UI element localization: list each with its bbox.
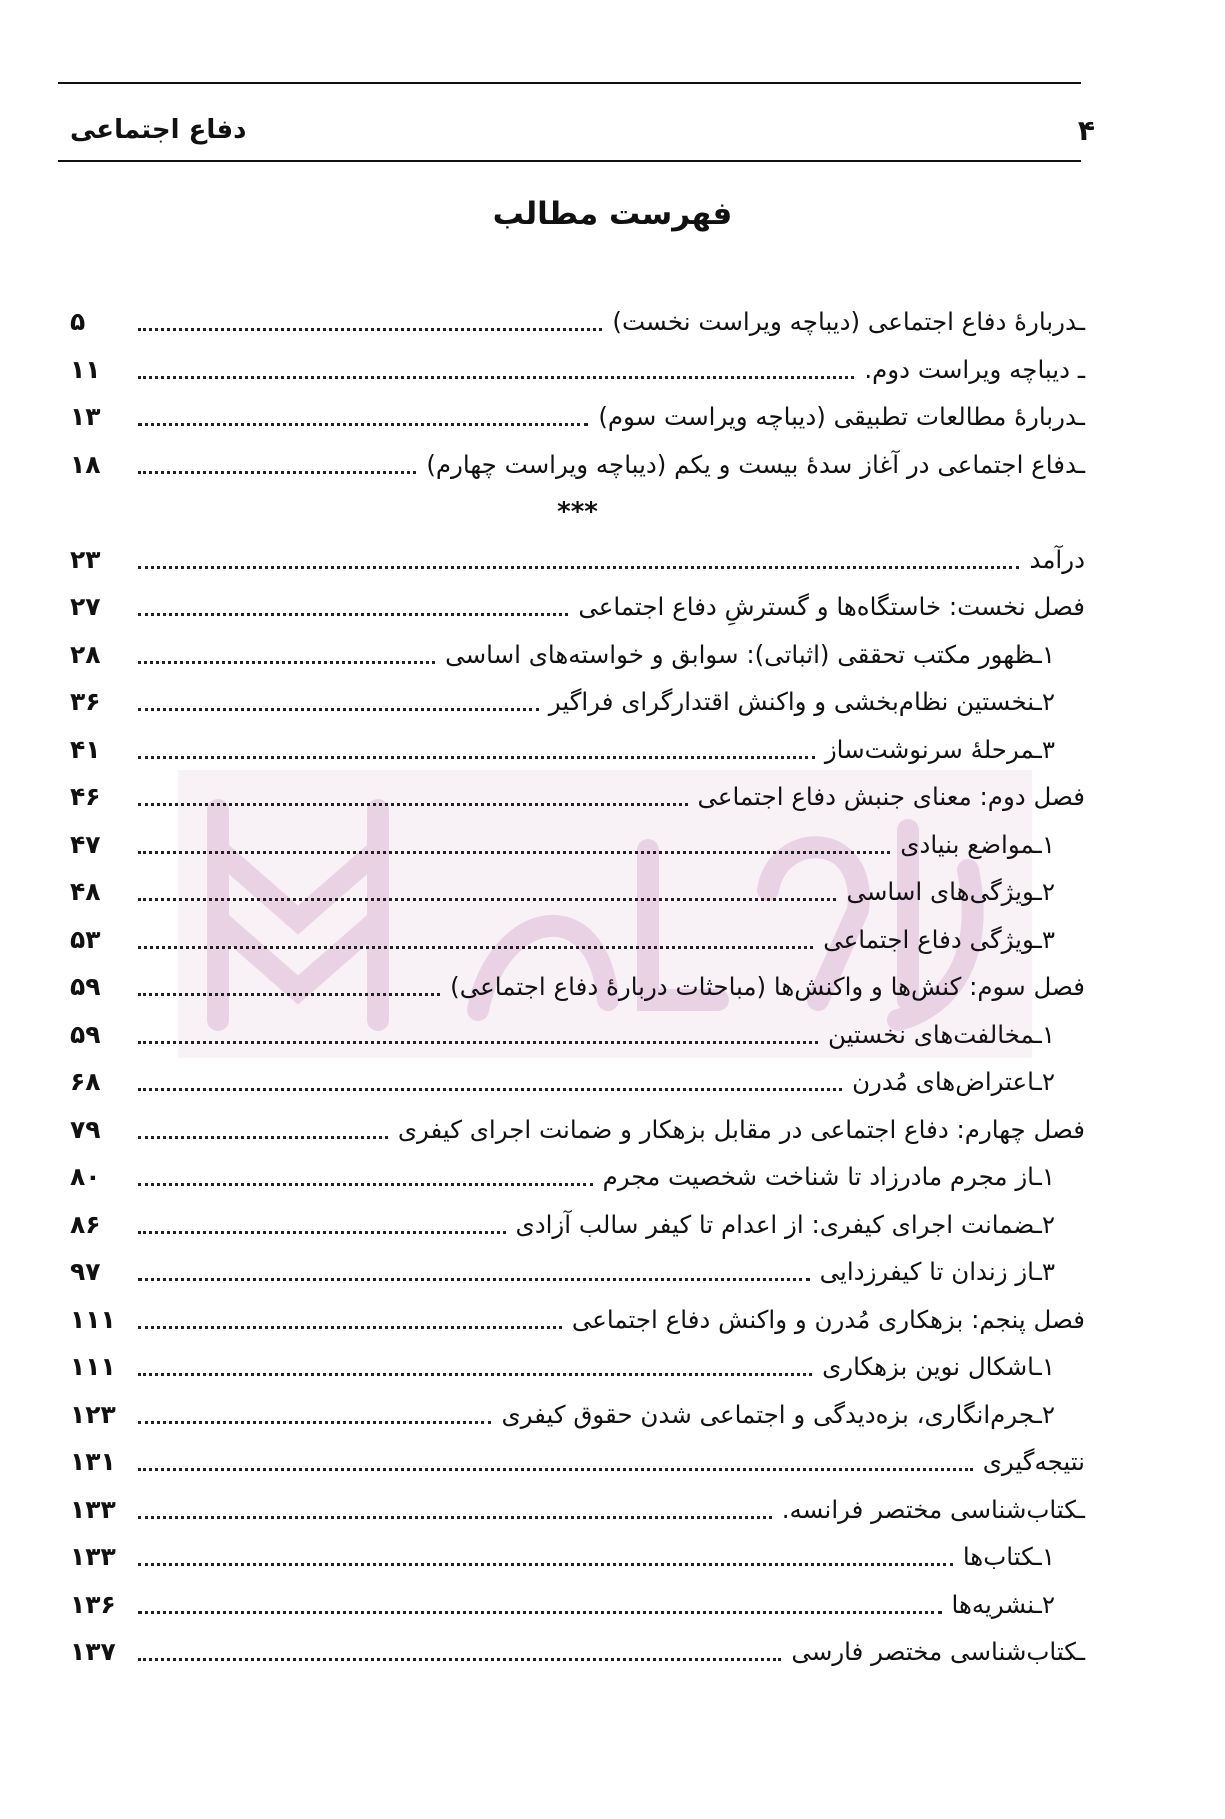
toc-entry-label: نتیجه‌گیری: [982, 1447, 1085, 1477]
page-header: [70, 105, 1095, 155]
toc-entry[interactable]: [70, 1438, 1085, 1486]
toc-entry-label: فصل نخست: خاستگاه‌ها و گسترشِ دفاع اجتماعی: [578, 592, 1085, 622]
toc-entry[interactable]: [70, 1391, 1085, 1439]
dot-leader: [138, 1500, 772, 1519]
toc-entry-page: ۱۲۳: [70, 1399, 116, 1429]
toc-entry[interactable]: [70, 868, 1085, 916]
toc-entry[interactable]: [70, 1153, 1085, 1201]
dot-leader: [138, 1357, 812, 1376]
toc-entry-label: فصل پنجم: بزهکاری مُدرن و واکنش دفاع اجتماعی: [571, 1304, 1085, 1334]
dot-leader: [138, 1642, 781, 1661]
toc-entry-page: ۱۳۶: [70, 1589, 116, 1619]
toc-entry[interactable]: [70, 441, 1085, 489]
dot-leader: [138, 645, 435, 664]
toc-entry-page: ۱۳۳: [70, 1542, 116, 1572]
toc-entry-page: ۴۶: [70, 782, 101, 812]
toc-entry-page: ۱۳۷: [70, 1637, 116, 1667]
page-number: ۴: [1077, 113, 1095, 147]
toc-entry-label: ۳ـویژگی دفاع اجتماعی: [823, 924, 1055, 954]
toc-entry[interactable]: [70, 583, 1085, 631]
toc-entry-page: ۴۱: [70, 734, 101, 764]
toc-entry-label: فصل سوم: کنش‌ها و واکنش‌ها (مباحثات دربارهٔ دفاع اجتماعی): [450, 972, 1085, 1002]
toc-entry-page: ۳۶: [70, 687, 101, 717]
toc-entry-page: ۲۳: [70, 544, 101, 574]
dot-leader: [138, 1595, 942, 1614]
toc-entry[interactable]: [70, 1011, 1085, 1059]
toc-entry-label: فصل دوم: معنای جنبش دفاع اجتماعی: [697, 782, 1085, 812]
toc-entry-page: ۴۸: [70, 877, 101, 907]
toc-entry-label: ۱ـاشکال نوین بزهکاری: [822, 1352, 1055, 1382]
toc-entry-page: ۶۸: [70, 1067, 101, 1097]
dot-leader: [138, 882, 836, 901]
dot-leader: [138, 740, 815, 759]
dot-leader: [138, 312, 602, 331]
dot-leader: [138, 1547, 953, 1566]
toc-entry[interactable]: [70, 1628, 1085, 1676]
toc-entry-page: ۸۰: [70, 1162, 101, 1192]
toc-entry-page: ۱۸: [70, 449, 101, 479]
toc-entry-label: ۲ـجرم‌انگاری، بزه‌دیدگی و اجتماعی شدن حقوق کیفری: [501, 1399, 1055, 1429]
dot-leader: [138, 787, 688, 806]
toc-entry-label: ـکتاب‌شناسی مختصر فارسی: [791, 1637, 1085, 1667]
toc-entry[interactable]: [70, 1296, 1085, 1344]
dot-leader: [138, 835, 890, 854]
toc-entry-label: ۲ـضمانت اجرای کیفری: از اعدام تا کیفر سالب آزادی: [515, 1209, 1055, 1239]
toc-entry[interactable]: [70, 298, 1085, 346]
toc-entry-page: ۹۷: [70, 1257, 101, 1287]
toc-entry[interactable]: [70, 1106, 1085, 1154]
toc-entry-label: ۲ـنخستین نظام‌بخشی و واکنش اقتدارگرای فراگیر: [548, 687, 1055, 717]
toc-entry[interactable]: [70, 726, 1085, 774]
toc-entry[interactable]: [70, 821, 1085, 869]
dot-leader: [138, 597, 568, 616]
toc-entry-page: ۵۹: [70, 972, 101, 1002]
toc-entry-label: ۲ـویژگی‌های اساسی: [846, 877, 1055, 907]
toc-entry[interactable]: [70, 1486, 1085, 1534]
dot-leader: [138, 455, 416, 474]
toc-entry-page: ۱۱۱: [70, 1352, 116, 1382]
toc-entry-page: ۱۱: [70, 354, 101, 384]
toc-entry-label: فصل چهارم: دفاع اجتماعی در مقابل بزهکار و ضمانت اجرای کیفری: [397, 1114, 1085, 1144]
toc-entry[interactable]: [70, 1533, 1085, 1581]
header-top-rule: [58, 82, 1081, 84]
dot-leader: [138, 407, 588, 426]
toc-entry-label: ۱ـظهور مکتب تحققی (اثباتی): سوابق و خواسته‌های اساسی: [445, 639, 1055, 669]
dot-leader: [138, 692, 539, 711]
dot-leader: [138, 1025, 818, 1044]
toc-entry-label: ۱ـاز مجرم مادرزاد تا شناخت شخصیت مجرم: [602, 1162, 1055, 1192]
toc-entry-label: ۳ـمرحلهٔ سرنوشت‌ساز: [824, 734, 1055, 764]
dot-leader: [138, 1452, 973, 1471]
toc-entry-label: ـدفاع اجتماعی در آغاز سدهٔ بیست و یکم (دیباچه ویراست چهارم): [426, 449, 1085, 479]
toc-entry[interactable]: [70, 916, 1085, 964]
toc-entry-page: ۵۳: [70, 924, 101, 954]
toc-entry[interactable]: [70, 963, 1085, 1011]
toc-entry[interactable]: [70, 346, 1085, 394]
running-title: دفاع اجتماعی: [70, 115, 247, 145]
toc-separator: ***: [557, 496, 598, 527]
dot-leader: [138, 930, 813, 949]
toc-entry[interactable]: [70, 1058, 1085, 1106]
dot-leader: [138, 1120, 388, 1139]
toc-entry[interactable]: [70, 1343, 1085, 1391]
toc-entry-label: ۲ـاعتراض‌های مُدرن: [852, 1067, 1055, 1097]
toc-entry[interactable]: [70, 631, 1085, 679]
dot-leader: [138, 1310, 562, 1329]
dot-leader: [138, 1167, 593, 1186]
toc-entry-page: ۴۷: [70, 829, 101, 859]
toc-entry-page: ۱۳۱: [70, 1447, 116, 1477]
dot-leader: [138, 1215, 506, 1234]
toc-entry[interactable]: [70, 678, 1085, 726]
dot-leader: [138, 360, 854, 379]
toc-title: فهرست مطالب: [492, 196, 733, 232]
toc-entry-label: ـ دیباچه ویراست دوم.: [864, 354, 1085, 384]
toc-entry-page: ۷۹: [70, 1114, 101, 1144]
toc-entry-page: ۱۳۳: [70, 1494, 116, 1524]
toc-entry-label: ۱ـکتاب‌ها: [962, 1542, 1055, 1572]
toc-entry-page: ۱۳: [70, 402, 101, 432]
toc-entry[interactable]: [70, 536, 1085, 584]
dot-leader: [138, 1072, 842, 1091]
toc-entry-page: ۲۷: [70, 592, 101, 622]
toc-entry-label: ۲ـنشریه‌ها: [951, 1589, 1055, 1619]
toc-entry-label: ۱ـمخالفت‌های نخستین: [828, 1019, 1055, 1049]
toc-entry-page: ۵: [70, 307, 86, 337]
toc-entry-label: ۱ـمواضع بنیادی: [900, 829, 1055, 859]
header-bottom-rule: [58, 160, 1081, 162]
dot-leader: [138, 1262, 810, 1281]
toc-entry-label: ۳ـاز زندان تا کیفرزدایی: [819, 1257, 1055, 1287]
toc-entry-label: ـدربارهٔ مطالعات تطبیقی (دیباچه ویراست سوم): [598, 402, 1085, 432]
toc-entry-page: ۸۶: [70, 1209, 101, 1239]
dot-leader: [138, 977, 440, 996]
toc-entry-page: ۲۸: [70, 639, 101, 669]
toc-entry-label: ـکتاب‌شناسی مختصر فرانسه.: [781, 1494, 1085, 1524]
dot-leader: [138, 550, 1019, 569]
toc-list: [70, 298, 1085, 1676]
toc-entry[interactable]: [70, 1248, 1085, 1296]
toc-entry-label: درآمد: [1029, 544, 1085, 574]
toc-entry[interactable]: [70, 1581, 1085, 1629]
dot-leader: [138, 1405, 491, 1424]
toc-entry-page: ۱۱۱: [70, 1304, 116, 1334]
toc-entry-label: ـدربارهٔ دفاع اجتماعی (دیباچه ویراست نخست): [612, 307, 1085, 337]
toc-entry-page: ۵۹: [70, 1019, 101, 1049]
toc-entry[interactable]: [70, 1201, 1085, 1249]
toc-entry[interactable]: [70, 773, 1085, 821]
toc-entry[interactable]: [70, 393, 1085, 441]
